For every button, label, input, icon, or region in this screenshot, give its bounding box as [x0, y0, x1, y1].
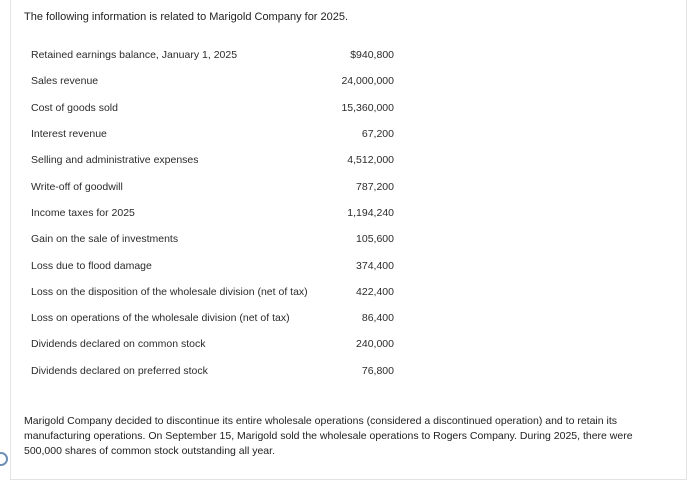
- item-label: Loss due to flood damage: [31, 259, 152, 272]
- item-amount: $940,800: [350, 49, 394, 62]
- intro-text: The following information is related to Marigold Company for 2025.: [24, 11, 349, 23]
- item-label: Interest revenue: [31, 128, 107, 141]
- item-amount: 76,800: [361, 364, 394, 377]
- item-label: Dividends declared on common stock: [31, 338, 206, 351]
- table-row: [31, 42, 395, 68]
- item-amount: 4,512,000: [347, 154, 394, 167]
- table-row: [31, 331, 395, 357]
- table-row: [31, 279, 395, 305]
- item-label: Loss on operations of the wholesale division (net of tax): [31, 312, 290, 325]
- table-row: [31, 173, 395, 199]
- item-amount: 15,360,000: [341, 101, 394, 114]
- item-label: Retained earnings balance, January 1, 2025: [31, 49, 238, 62]
- table-row: [31, 358, 395, 384]
- scenario-note: Marigold Company decided to discontinue its entire wholesale operations (considered a discontinued operation) and to retain its manufacturing operations. On September 15, Marigold sold the wholesale operations to Rogers Company. During 2025, there were 500,000 shares of common stock outstanding all year.: [24, 415, 633, 457]
- item-amount: 787,200: [356, 180, 394, 193]
- financial-data-table: [31, 42, 395, 384]
- table-row: [31, 200, 395, 226]
- item-label: Selling and administrative expenses: [31, 154, 199, 167]
- item-label: Sales revenue: [31, 75, 99, 88]
- item-label: Cost of goods sold: [31, 101, 118, 114]
- item-label: Dividends declared on preferred stock: [31, 364, 208, 377]
- item-amount: 1,194,240: [347, 206, 394, 219]
- table-row: [31, 305, 395, 331]
- table-row: [31, 121, 395, 147]
- circle-marker-icon: [0, 452, 8, 466]
- table-row: [31, 147, 395, 173]
- table-row: [31, 252, 395, 278]
- table-row: [31, 95, 395, 121]
- item-amount: 67,200: [361, 128, 394, 141]
- item-amount: 86,400: [361, 312, 394, 325]
- item-amount: 422,400: [356, 285, 394, 298]
- item-label: Write-off of goodwill: [31, 180, 123, 193]
- item-label: Gain on the sale of investments: [31, 233, 179, 246]
- item-label: Loss on the disposition of the wholesale division (net of tax): [31, 285, 308, 298]
- table-row: [31, 68, 395, 94]
- item-label: Income taxes for 2025: [31, 206, 135, 219]
- table-row: [31, 226, 395, 252]
- item-amount: 240,000: [356, 338, 394, 351]
- item-amount: 374,400: [356, 259, 394, 272]
- item-amount: 105,600: [356, 233, 394, 246]
- item-amount: 24,000,000: [341, 75, 394, 88]
